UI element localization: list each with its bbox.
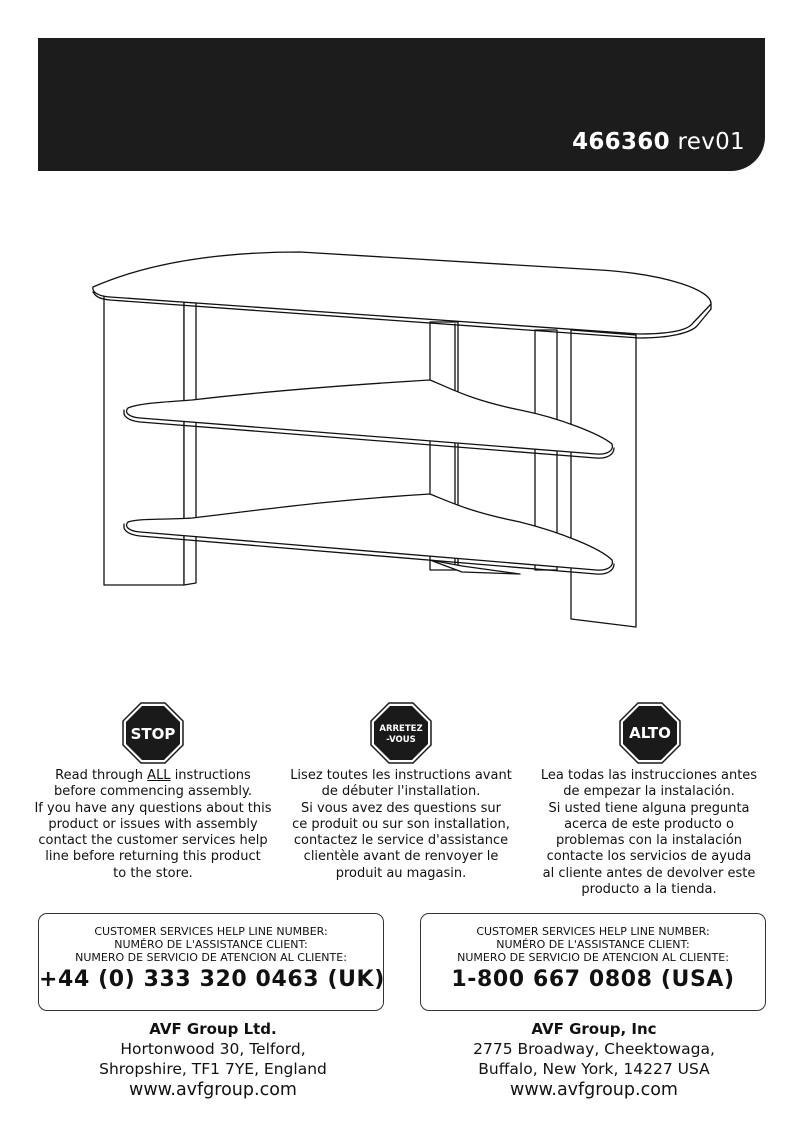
product-number: 466360 — [572, 129, 670, 155]
instruction-line: problemas con la instalación — [555, 833, 743, 849]
instruction-line: If you have any questions about this — [34, 800, 272, 816]
instruction-line: contactez le service d'assistance — [293, 833, 509, 849]
alto-sign-label: ALTO — [629, 724, 671, 742]
instructions-spanish — [524, 768, 774, 898]
instruction-line: acerca de este producto o — [564, 816, 734, 832]
helpline-label-en: CUSTOMER SERVICES HELP LINE NUMBER: — [476, 925, 710, 938]
instruction-line: de débuter l'installation. — [321, 784, 481, 800]
instruction-line: line before returning this product — [45, 849, 261, 865]
helpline-label-es: NUMERO DE SERVICIO DE ATENCION AL CLIENTE: — [457, 951, 729, 964]
instruction-line: to the store. — [113, 865, 193, 881]
instruction-line: Lea todas las instrucciones antes — [540, 768, 758, 783]
stop-sign-label: STOP — [130, 725, 176, 743]
instruction-line: contact the customer services help — [38, 833, 268, 849]
instruction-line: al cliente antes de devolver este — [542, 865, 756, 881]
stop-sign-spanish — [619, 702, 681, 764]
instruction-line: producto a la tienda. — [581, 882, 717, 898]
helpline-label-fr: NUMÉRO DE L'ASSISTANCE CLIENT: — [114, 938, 308, 951]
instructions-english — [28, 768, 278, 882]
helpline-box-uk — [38, 913, 384, 1011]
helpline-label-es: NUMERO DE SERVICIO DE ATENCION AL CLIENTE: — [75, 951, 347, 964]
address-uk — [53, 1019, 373, 1100]
instruction-line: produit au magasin. — [335, 865, 467, 881]
instruction-emphasis: ALL — [147, 768, 171, 783]
stop-sign-english — [122, 702, 184, 764]
instruction-line: Lisez toutes les instructions avant — [290, 768, 512, 783]
company-name: AVF Group Ltd. — [149, 1020, 277, 1038]
revision: rev01 — [677, 129, 745, 155]
instruction-text: instructions — [170, 768, 251, 783]
helpline-phone-uk: +44 (0) 333 320 0463 (UK) — [39, 967, 385, 992]
instruction-line: product or issues with assembly — [48, 816, 258, 832]
instructions-french — [276, 768, 526, 882]
address-line: Shropshire, TF1 7YE, England — [99, 1060, 327, 1078]
company-name: AVF Group, Inc — [531, 1020, 657, 1038]
helpline-label-en: CUSTOMER SERVICES HELP LINE NUMBER: — [94, 925, 328, 938]
instruction-line: de empezar la instalación. — [563, 784, 735, 800]
arretez-sign-label-line1: ARRETEZ — [379, 724, 423, 734]
instruction-line: Si usted tiene alguna pregunta — [548, 800, 750, 816]
instruction-line: ce produit ou sur son installation, — [292, 816, 510, 832]
instruction-line: before commencing assembly. — [53, 784, 253, 800]
left-upright — [104, 296, 196, 585]
helpline-box-usa — [420, 913, 766, 1011]
arretez-sign-label-line2: -VOUS — [386, 735, 416, 745]
website-text: www.avfgroup.com — [129, 1080, 297, 1100]
helpline-phone-usa: 1-800 667 0808 (USA) — [451, 967, 735, 992]
instruction-line: Si vous avez des questions sur — [301, 800, 501, 816]
instruction-line — [28, 768, 278, 784]
address-line: Buffalo, New York, 14227 USA — [478, 1060, 710, 1078]
instruction-line: contacte los servicios de ayuda — [546, 849, 752, 865]
website-text: www.avfgroup.com — [510, 1080, 678, 1100]
instruction-text: Read through — [55, 768, 148, 783]
instruction-line: clientèle avant de renvoyer le — [303, 849, 499, 865]
address-line: Hortonwood 30, Telford, — [120, 1040, 306, 1058]
address-line: 2775 Broadway, Cheektowaga, — [473, 1040, 715, 1058]
helpline-label-fr: NUMÉRO DE L'ASSISTANCE CLIENT: — [496, 938, 690, 951]
address-usa — [434, 1019, 754, 1100]
stop-sign-french — [370, 702, 432, 764]
right-upright — [571, 330, 636, 627]
